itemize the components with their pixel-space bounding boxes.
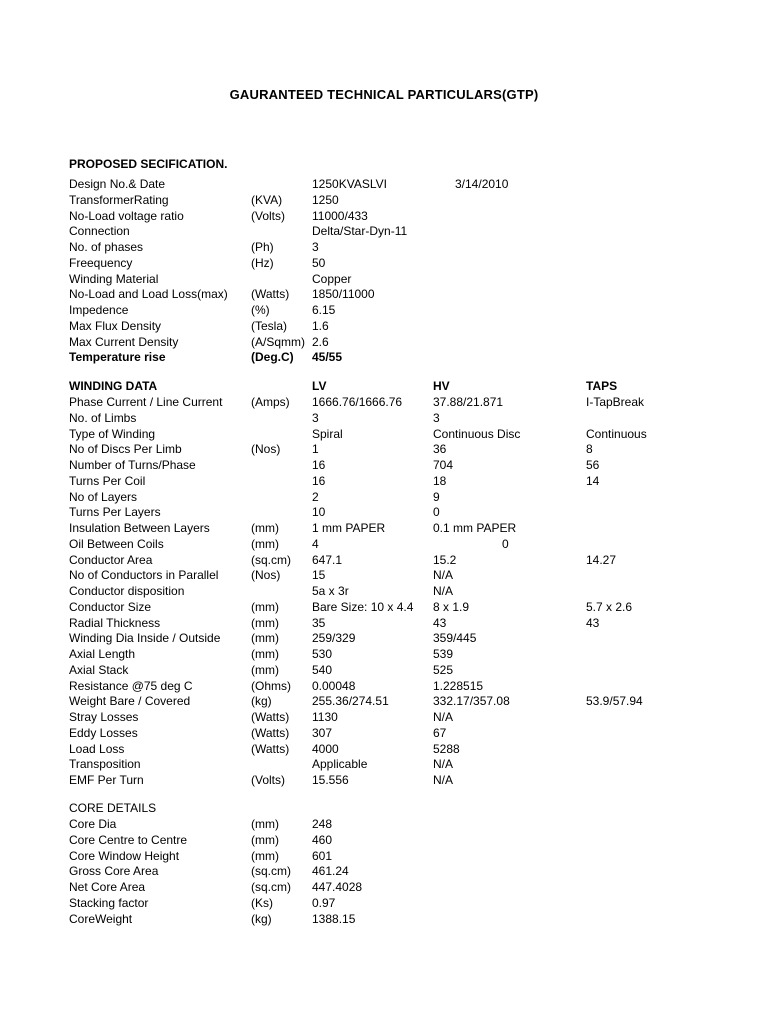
winding-unit: (mm) [251,631,279,646]
core-value: 461.24 [312,864,349,879]
spec-label: No. of phases [69,240,144,254]
hv-value: 15.2 [433,552,457,567]
spec-row [0,176,768,192]
winding-row [0,504,768,520]
winding-row [0,772,768,788]
winding-row [0,426,768,442]
lv-value: 35 [312,615,326,630]
winding-header-row [0,378,768,394]
hv-value: 0.1 mm PAPER [433,521,517,535]
winding-row [0,709,768,725]
winding-unit: (Watts) [251,710,290,724]
taps-value: I-TapBreak [586,395,645,409]
lv-value: 16 [312,473,326,488]
spec-row [0,255,768,271]
winding-unit: (Watts) [251,741,290,756]
lv-value: 16 [312,458,326,472]
core-row [0,816,768,832]
winding-unit: (Volts) [251,773,286,787]
winding-label: No of Conductors in Parallel [69,568,219,583]
winding-row [0,756,768,772]
spec-label: Connection [69,224,130,239]
lv-value: 530 [312,647,333,661]
winding-row [0,410,768,426]
lv-value: Spiral [312,426,343,441]
lv-value: 3 [312,410,319,425]
spec-row [0,334,768,350]
winding-unit: (kg) [251,694,272,709]
winding-row [0,693,768,709]
spec-value: 11000/433 [312,208,368,223]
winding-unit: (Watts) [251,725,290,740]
winding-row [0,725,768,741]
hv-value: 1.228515 [433,678,484,693]
core-row [0,911,768,927]
hv-value: 8 x 1.9 [433,599,470,614]
hv-value: 9 [433,489,440,504]
winding-row [0,678,768,694]
lv-value: 1130 [312,710,338,724]
winding-row [0,646,768,662]
core-label: Core Window Height [69,848,180,863]
spec-value: Delta/Star-Dyn-11 [312,224,408,239]
lv-value: 15 [312,568,326,583]
core-row [0,879,768,895]
winding-unit: (mm) [251,521,279,535]
spec-row [0,223,768,239]
lv-value: 2 [312,489,319,504]
taps-value: 8 [586,442,593,457]
winding-label: Oil Between Coils [69,536,164,551]
winding-label: Stray Losses [69,710,139,724]
core-unit: (mm) [251,832,279,847]
taps-value: 5.7 x 2.6 [586,599,633,614]
hv-value: 43 [433,615,447,630]
winding-label: Radial Thickness [69,615,161,630]
core-label: CoreWeight [69,911,133,926]
winding-row [0,552,768,568]
spec-value: 1250KVASLVI [312,177,387,191]
taps-value: 14 [586,473,600,488]
spec-unit: (Ph) [251,240,274,254]
spec-unit: (Tesla) [251,318,288,333]
winding-label: No of Discs Per Limb [69,442,182,457]
spec-label: TransformerRating [69,192,169,207]
spec-label: Temperature rise [69,350,166,365]
winding-row [0,567,768,583]
hv-value: 0 [433,505,440,520]
hv-column-header: HV [433,379,450,393]
winding-unit: (Nos) [251,568,281,583]
hv-value: 525 [433,662,454,677]
spec-label: Freequency [69,255,133,270]
proposed-spec-heading: PROPOSED SECIFICATION. [69,157,228,171]
core-label: Core Centre to Centre [69,832,188,847]
winding-label: Turns Per Coil [69,473,146,488]
spec-row [0,302,768,318]
winding-unit: (mm) [251,615,279,630]
hv-value: 539 [433,647,454,661]
winding-unit: (Nos) [251,442,281,457]
lv-value: 259/329 [312,631,356,646]
winding-label: Eddy Losses [69,725,138,740]
taps-value: 14.27 [586,552,617,567]
hv-value: 359/445 [433,631,477,646]
core-value: 0.97 [312,895,336,910]
core-value: 447.4028 [312,880,363,894]
lv-value: 10 [312,505,326,520]
spec-value: 1.6 [312,318,329,333]
lv-value: 15.556 [312,773,349,787]
winding-unit: (mm) [251,662,279,677]
hv-value: 37.88/21.871 [433,395,504,409]
core-details-heading: CORE DETAILS [69,801,157,815]
winding-row [0,630,768,646]
winding-label: Axial Stack [69,662,129,677]
spec-value: 50 [312,255,326,270]
spec-row [0,239,768,255]
lv-value: Applicable [312,757,368,772]
core-label: Gross Core Area [69,864,159,879]
winding-label: Type of Winding [69,426,156,441]
design-date: 3/14/2010 [455,177,509,191]
winding-row [0,741,768,757]
spec-value: 1850/11000 [312,287,375,302]
winding-unit: (mm) [251,599,279,614]
lv-value: 5a x 3r [312,584,349,598]
winding-label: No. of Limbs [69,410,137,425]
taps-column-header: TAPS [586,379,618,393]
core-value: 460 [312,832,333,847]
spec-value: 45/55 [312,350,343,365]
winding-unit: (Amps) [251,395,290,409]
taps-value: 56 [586,458,600,472]
winding-label: Weight Bare / Covered [69,694,191,709]
lv-value: 1 [312,442,319,457]
taps-value: Continuous [586,426,647,441]
spec-unit: (Volts) [251,208,286,223]
core-unit: (mm) [251,848,279,863]
winding-label: Axial Length [69,647,136,661]
hv-value: 67 [433,725,447,740]
hv-value: N/A [433,710,454,724]
core-value: 601 [312,848,333,863]
core-value: 248 [312,817,333,831]
hv-value: N/A [433,568,454,583]
core-label: Stacking factor [69,895,149,910]
winding-unit: (mm) [251,536,279,551]
winding-label: Conductor Size [69,599,152,614]
winding-row [0,489,768,505]
hv-value: N/A [433,773,454,787]
spec-row [0,192,768,208]
core-value: 1388.15 [312,911,356,926]
hv-value: 5288 [433,741,460,756]
winding-row [0,599,768,615]
spec-label: No-Load voltage ratio [69,208,184,223]
core-unit: (Ks) [251,895,273,910]
lv-value: 307 [312,725,333,740]
hv-value-offset: 0 [502,536,509,551]
spec-unit: (Hz) [251,255,274,270]
taps-value: 43 [586,615,600,630]
winding-label: Phase Current / Line Current [69,395,223,409]
winding-label: Number of Turns/Phase [69,458,196,472]
winding-label: Winding Dia Inside / Outside [69,631,221,646]
winding-label: Insulation Between Layers [69,521,210,535]
spec-row [0,271,768,287]
lv-value: 4 [312,536,319,551]
hv-value: N/A [433,584,454,598]
winding-row [0,520,768,536]
spec-unit: (Deg.C) [251,350,294,365]
winding-label: Turns Per Layers [69,505,161,520]
core-unit: (sq.cm) [251,864,291,879]
winding-row [0,473,768,489]
lv-value: 255.36/274.51 [312,694,389,709]
winding-label: Conductor Area [69,552,153,567]
winding-row [0,536,768,552]
spec-value: 6.15 [312,303,336,317]
spec-label: Impedence [69,303,129,317]
lv-value: 0.00048 [312,678,356,693]
lv-value: 647.1 [312,552,343,567]
core-unit: (kg) [251,911,272,926]
spec-unit: (KVA) [251,192,283,207]
winding-label: No of Layers [69,489,138,504]
document-title: GAURANTEED TECHNICAL PARTICULARS(GTP) [229,87,539,102]
winding-label: EMF Per Turn [69,773,144,787]
core-row [0,863,768,879]
spec-label: No-Load and Load Loss(max) [69,287,228,302]
winding-row [0,662,768,678]
spec-unit: (Watts) [251,287,290,302]
winding-label: Conductor disposition [69,584,185,598]
spec-row [0,286,768,302]
spec-unit: (A/Sqmm) [251,334,305,349]
core-row [0,832,768,848]
winding-unit: (mm) [251,647,279,661]
hv-value: 18 [433,473,447,488]
hv-value: 36 [433,442,447,457]
taps-value: 53.9/57.94 [586,694,643,709]
lv-value: Bare Size: 10 x 4.4 [312,599,414,614]
winding-label: Load Loss [69,741,125,756]
lv-value: 1 mm PAPER [312,521,386,535]
spec-label: Max Current Density [69,334,179,349]
core-row [0,848,768,864]
hv-value: N/A [433,757,454,772]
lv-column-header: LV [312,379,327,393]
lv-value: 4000 [312,741,339,756]
spec-value: 1250 [312,192,339,207]
winding-unit: (sq.cm) [251,552,291,567]
hv-value: 332.17/357.08 [433,694,510,709]
core-row [0,895,768,911]
spec-row [0,208,768,224]
spec-row [0,318,768,334]
winding-data-heading: WINDING DATA [69,379,158,393]
lv-value: 540 [312,662,333,677]
spec-value: 3 [312,240,319,254]
spec-value: Copper [312,271,352,286]
core-label: Net Core Area [69,880,146,894]
core-unit: (sq.cm) [251,880,291,894]
lv-value: 1666.76/1666.76 [312,395,403,409]
winding-row [0,394,768,410]
winding-row [0,615,768,631]
hv-value: 704 [433,458,454,472]
winding-unit: (Ohms) [251,678,291,693]
hv-value: 3 [433,410,440,425]
winding-row [0,457,768,473]
spec-unit: (%) [251,303,270,317]
winding-row [0,441,768,457]
spec-row [0,349,768,365]
winding-label: Resistance @75 deg C [69,678,193,693]
core-unit: (mm) [251,817,279,831]
winding-label: Transposition [69,757,141,772]
spec-value: 2.6 [312,334,329,349]
winding-row [0,583,768,599]
spec-label: Winding Material [69,271,159,286]
spec-label: Design No.& Date [69,177,166,191]
spec-label: Max Flux Density [69,318,162,333]
core-label: Core Dia [69,817,117,831]
hv-value: Continuous Disc [433,426,521,441]
